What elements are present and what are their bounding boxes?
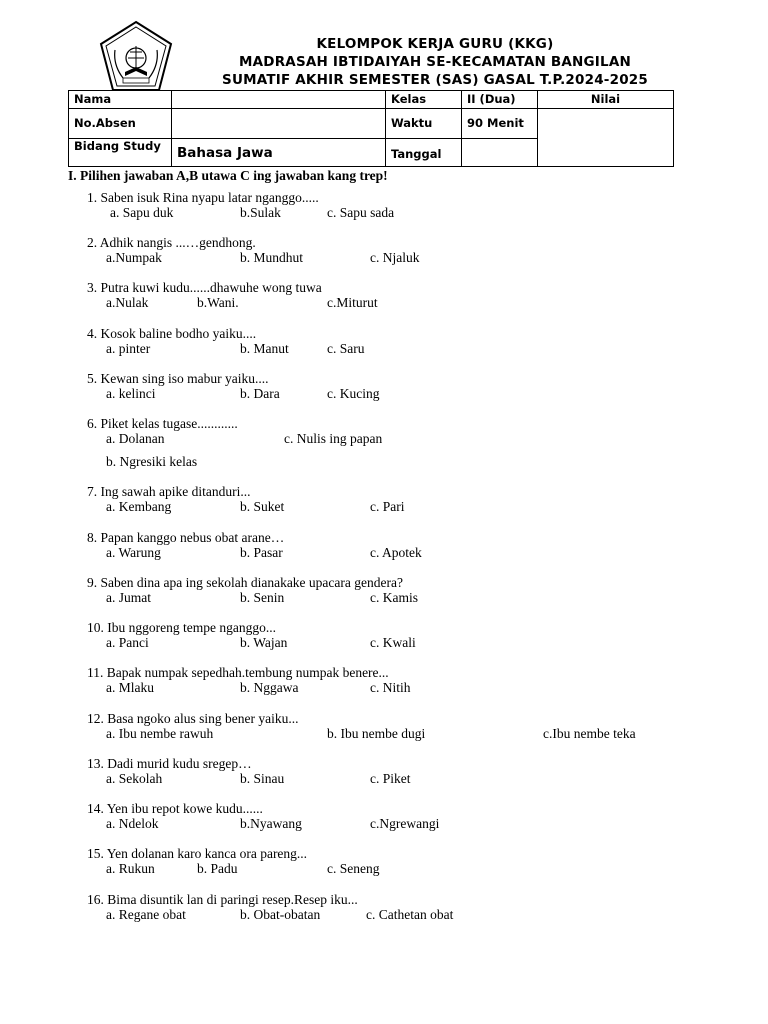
question-2: 2. Adhik nangis ...…gendhong. bbox=[87, 235, 256, 250]
question-3: 3. Putra kuwi kudu......dhawuhe wong tuwa bbox=[87, 280, 322, 295]
question-12-option-a[interactable]: a. Ibu nembe rawuh bbox=[106, 726, 214, 741]
question-11-option-a[interactable]: a. Mlaku bbox=[106, 680, 154, 695]
question-12-option-b[interactable]: b. Ibu nembe dugi bbox=[327, 726, 426, 741]
question-10-option-b[interactable]: b. Wajan bbox=[240, 635, 288, 650]
question-14-option-a[interactable]: a. Ndelok bbox=[106, 816, 159, 831]
question-4-option-b[interactable]: b. Manut bbox=[240, 341, 289, 356]
question-13-option-b[interactable]: b. Sinau bbox=[240, 771, 285, 786]
question-7-option-c[interactable]: c. Pari bbox=[370, 499, 405, 514]
question-3-option-b[interactable]: b.Wani. bbox=[197, 295, 239, 310]
question-7: 7. Ing sawah apike ditanduri... bbox=[87, 484, 251, 499]
question-1-option-c[interactable]: c. Sapu sada bbox=[327, 205, 395, 220]
question-14: 14. Yen ibu repot kowe kudu...... bbox=[87, 801, 263, 816]
question-9-option-b[interactable]: b. Senin bbox=[240, 590, 285, 605]
absen-field[interactable] bbox=[172, 109, 386, 139]
question-16-option-c[interactable]: c. Cathetan obat bbox=[366, 907, 454, 922]
question-8: 8. Papan kanggo nebus obat arane… bbox=[87, 530, 285, 545]
header-line-2: MADRASAH IBTIDAIYAH SE-KECAMATAN BANGILAN bbox=[239, 54, 631, 70]
question-5-option-b[interactable]: b. Dara bbox=[240, 386, 280, 401]
question-16-option-b[interactable]: b. Obat-obatan bbox=[240, 907, 321, 922]
question-4-option-c[interactable]: c. Saru bbox=[327, 341, 365, 356]
question-15: 15. Yen dolanan karo kanca ora pareng... bbox=[87, 846, 308, 861]
question-1-option-b[interactable]: b.Sulak bbox=[240, 205, 281, 220]
question-10-option-c[interactable]: c. Kwali bbox=[370, 635, 416, 650]
question-6-option-c[interactable]: c. Nulis ing papan bbox=[284, 431, 383, 446]
question-5-option-a[interactable]: a. kelinci bbox=[106, 386, 156, 401]
question-2-option-a[interactable]: a.Numpak bbox=[106, 250, 162, 265]
question-8-option-c[interactable]: c. Apotek bbox=[370, 545, 422, 560]
header-line-1: KELOMPOK KERJA GURU (KKG) bbox=[316, 36, 554, 52]
question-6-option-a[interactable]: a. Dolanan bbox=[106, 431, 165, 446]
question-12-option-c[interactable]: c.Ibu nembe teka bbox=[543, 726, 636, 741]
nama-field[interactable] bbox=[172, 91, 386, 109]
question-6: 6. Piket kelas tugase............ bbox=[87, 416, 238, 431]
question-3-option-a[interactable]: a.Nulak bbox=[106, 295, 149, 310]
question-13-option-a[interactable]: a. Sekolah bbox=[106, 771, 163, 786]
question-4: 4. Kosok baline bodho yaiku.... bbox=[87, 326, 257, 341]
nama-label: Nama bbox=[69, 91, 172, 109]
question-2-option-c[interactable]: c. Njaluk bbox=[370, 250, 420, 265]
question-11: 11. Bapak numpak sepedhah.tembung numpak benere... bbox=[87, 665, 389, 680]
question-12: 12. Basa ngoko alus sing bener yaiku... bbox=[87, 711, 299, 726]
bidang-value: Bahasa Jawa bbox=[172, 139, 386, 167]
nilai-field[interactable] bbox=[538, 109, 674, 167]
question-9-option-c[interactable]: c. Kamis bbox=[370, 590, 418, 605]
question-8-option-a[interactable]: a. Warung bbox=[106, 545, 161, 560]
nilai-label: Nilai bbox=[538, 91, 674, 109]
question-13: 13. Dadi murid kudu sregep… bbox=[87, 756, 252, 771]
question-14-option-c[interactable]: c.Ngrewangi bbox=[370, 816, 440, 831]
question-15-option-c[interactable]: c. Seneng bbox=[327, 861, 380, 876]
kemenag-emblem-logo bbox=[97, 20, 175, 92]
question-13-option-c[interactable]: c. Piket bbox=[370, 771, 411, 786]
question-7-option-b[interactable]: b. Suket bbox=[240, 499, 285, 514]
kelas-label: Kelas bbox=[386, 91, 462, 109]
tanggal-label: Tanggal bbox=[386, 139, 462, 167]
question-9: 9. Saben dina apa ing sekolah dianakake upacara gendera? bbox=[87, 575, 403, 590]
question-7-option-a[interactable]: a. Kembang bbox=[106, 499, 172, 514]
question-16: 16. Bima disuntik lan di paringi resep.Resep iku... bbox=[87, 892, 358, 907]
question-10: 10. Ibu nggoreng tempe nganggo... bbox=[87, 620, 276, 635]
bidang-label: Bidang Study bbox=[69, 139, 172, 167]
waktu-value: 90 Menit bbox=[462, 109, 538, 139]
question-6-option-b[interactable]: b. Ngresiki kelas bbox=[106, 454, 198, 469]
kelas-value: II (Dua) bbox=[462, 91, 538, 109]
question-11-option-b[interactable]: b. Nggawa bbox=[240, 680, 299, 695]
tanggal-field[interactable] bbox=[462, 139, 538, 167]
question-9-option-a[interactable]: a. Jumat bbox=[106, 590, 151, 605]
question-2-option-b[interactable]: b. Mundhut bbox=[240, 250, 304, 265]
question-4-option-a[interactable]: a. pinter bbox=[106, 341, 151, 356]
question-3-option-c[interactable]: c.Miturut bbox=[327, 295, 378, 310]
section-instruction: I. Pilihen jawaban A,B utawa C ing jawaban kang trep! bbox=[68, 168, 388, 183]
question-5-option-c[interactable]: c. Kucing bbox=[327, 386, 380, 401]
question-14-option-b[interactable]: b.Nyawang bbox=[240, 816, 302, 831]
question-8-option-b[interactable]: b. Pasar bbox=[240, 545, 283, 560]
question-15-option-a[interactable]: a. Rukun bbox=[106, 861, 155, 876]
waktu-label: Waktu bbox=[386, 109, 462, 139]
question-16-option-a[interactable]: a. Regane obat bbox=[106, 907, 186, 922]
question-10-option-a[interactable]: a. Panci bbox=[106, 635, 149, 650]
absen-label: No.Absen bbox=[69, 109, 172, 139]
question-1-option-a[interactable]: a. Sapu duk bbox=[110, 205, 174, 220]
question-11-option-c[interactable]: c. Nitih bbox=[370, 680, 411, 695]
student-info-table bbox=[68, 90, 674, 167]
question-1: 1. Saben isuk Rina nyapu latar nganggo..... bbox=[87, 190, 319, 205]
header-line-3: SUMATIF AKHIR SEMESTER (SAS) GASAL T.P.2024-2025 bbox=[222, 72, 648, 88]
question-15-option-b[interactable]: b. Padu bbox=[197, 861, 238, 876]
question-5: 5. Kewan sing iso mabur yaiku.... bbox=[87, 371, 269, 386]
